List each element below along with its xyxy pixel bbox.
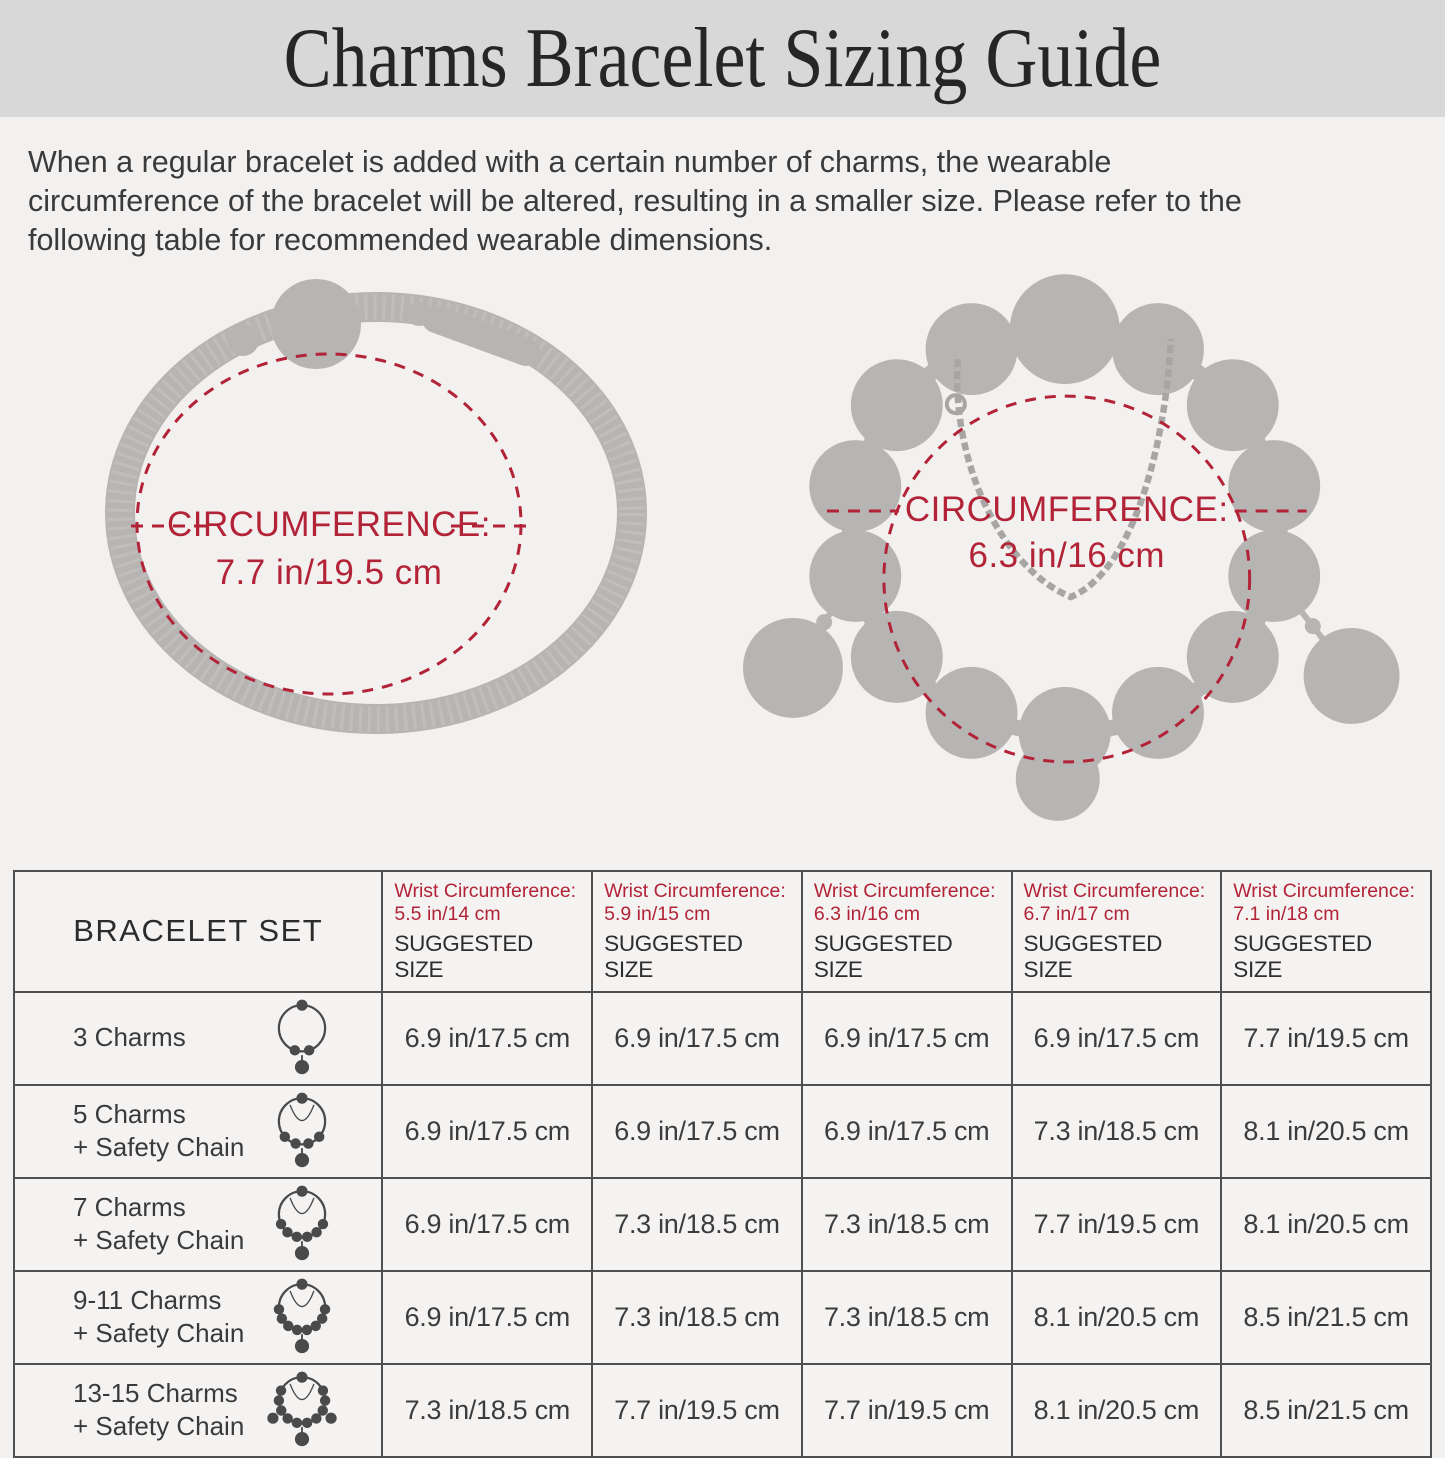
bracelet-set-cell: [14, 1364, 382, 1457]
intro-line: When a regular bracelet is added with a certain number of charms, the wearable: [28, 143, 1417, 182]
suggested-size-label: SUGGESTED SIZE: [1233, 931, 1426, 983]
bracelet-set-header-cell: [14, 871, 382, 992]
suggested-size-label: SUGGESTED SIZE: [1024, 931, 1217, 983]
column-header: [1012, 871, 1222, 992]
illustrations-section: [0, 264, 1445, 856]
suggested-size-value: 6.9 in/17.5 cm: [592, 1085, 802, 1178]
bracelet-set-cell: [14, 1271, 382, 1364]
sizing-table-section: [0, 856, 1445, 1458]
plain-bracelet-illustration: [11, 264, 711, 844]
circumference-label: CIRCUMFERENCE:: [904, 490, 1228, 529]
bracelet-7-charms-safety-chain-icon: [265, 1180, 339, 1268]
suggested-size-value: 7.3 in/18.5 cm: [1012, 1085, 1222, 1178]
row-label: 9-11 Charms + Safety Chain: [73, 1284, 244, 1352]
column-header: [1221, 871, 1431, 992]
suggested-size-value: 8.1 in/20.5 cm: [1012, 1364, 1222, 1457]
page-title: Charms Bracelet Sizing Guide: [284, 10, 1162, 108]
wrist-circumference-value: 7.1 in/18 cm: [1233, 903, 1426, 926]
suggested-size-value: 7.7 in/19.5 cm: [802, 1364, 1012, 1457]
suggested-size-value: 6.9 in/17.5 cm: [382, 1271, 592, 1364]
suggested-size-value: 6.9 in/17.5 cm: [802, 992, 1012, 1085]
bracelet-set-header: BRACELET SET: [16, 913, 380, 949]
table-row: [14, 1364, 1431, 1457]
suggested-size-value: 7.3 in/18.5 cm: [382, 1364, 592, 1457]
table-row: [14, 1085, 1431, 1178]
circumference-value: 7.7 in/19.5 cm: [216, 553, 443, 592]
row-label: 7 Charms + Safety Chain: [73, 1191, 244, 1259]
suggested-size-value: 8.1 in/20.5 cm: [1012, 1271, 1222, 1364]
column-header: [802, 871, 1012, 992]
suggested-size-value: 6.9 in/17.5 cm: [382, 1178, 592, 1271]
row-label: 5 Charms + Safety Chain: [73, 1098, 244, 1166]
table-row: [14, 1178, 1431, 1271]
row-label: 13-15 Charms + Safety Chain: [73, 1377, 244, 1445]
suggested-size-value: 7.3 in/18.5 cm: [592, 1178, 802, 1271]
wrist-circumference-value: 6.7 in/17 cm: [1024, 903, 1217, 926]
suggested-size-label: SUGGESTED SIZE: [394, 931, 587, 983]
intro-line: circumference of the bracelet will be altered, resulting in a smaller size. Please refer to the: [28, 182, 1417, 221]
clasp-crimp: [227, 324, 259, 356]
suggested-size-value: 8.1 in/20.5 cm: [1221, 1178, 1431, 1271]
suggested-size-value: 7.7 in/19.5 cm: [592, 1364, 802, 1457]
sizing-table: [13, 870, 1432, 1458]
wrist-circumference-value: 6.3 in/16 cm: [814, 903, 1007, 926]
bracelet-set-cell: [14, 992, 382, 1085]
wrist-circumference-value: 5.5 in/14 cm: [394, 903, 587, 926]
table-header-row: [14, 871, 1431, 992]
suggested-size-value: 7.3 in/18.5 cm: [802, 1178, 1012, 1271]
bracelet-5-charms-safety-chain-icon: [265, 1087, 339, 1175]
wrist-circumference-label: Wrist Circumference:: [814, 880, 1007, 903]
wrist-circumference-label: Wrist Circumference:: [394, 880, 587, 903]
suggested-size-value: 6.9 in/17.5 cm: [382, 1085, 592, 1178]
intro-line: following table for recommended wearable dimensions.: [28, 221, 1417, 260]
suggested-size-value: 8.5 in/21.5 cm: [1221, 1364, 1431, 1457]
intro-paragraph: [0, 117, 1445, 260]
suggested-size-value: 7.3 in/18.5 cm: [802, 1271, 1012, 1364]
row-label: 3 Charms: [73, 1021, 186, 1055]
wrist-circumference-label: Wrist Circumference:: [604, 880, 797, 903]
suggested-size-label: SUGGESTED SIZE: [604, 931, 797, 983]
bracelet-3-charms-icon: [265, 994, 339, 1082]
suggested-size-value: 6.9 in/17.5 cm: [382, 992, 592, 1085]
wrist-circumference-label: Wrist Circumference:: [1024, 880, 1217, 903]
suggested-size-value: 6.9 in/17.5 cm: [592, 992, 802, 1085]
suggested-size-value: 8.5 in/21.5 cm: [1221, 1271, 1431, 1364]
suggested-size-value: 7.7 in/19.5 cm: [1221, 992, 1431, 1085]
column-header: [382, 871, 592, 992]
table-row: [14, 1271, 1431, 1364]
circumference-value: 6.3 in/16 cm: [968, 536, 1164, 575]
suggested-size-label: SUGGESTED SIZE: [814, 931, 1007, 983]
bracelet-set-cell: [14, 1085, 382, 1178]
suggested-size-value: 6.9 in/17.5 cm: [802, 1085, 1012, 1178]
suggested-size-value: 7.3 in/18.5 cm: [592, 1271, 802, 1364]
bracelet-set-cell: [14, 1178, 382, 1271]
suggested-size-value: 6.9 in/17.5 cm: [1012, 992, 1222, 1085]
table-row: [14, 992, 1431, 1085]
suggested-size-value: 8.1 in/20.5 cm: [1221, 1085, 1431, 1178]
clasp-crimp: [407, 302, 431, 326]
circumference-label: CIRCUMFERENCE:: [167, 505, 491, 544]
wrist-circumference-value: 5.9 in/15 cm: [604, 903, 797, 926]
bracelet-9-11-charms-safety-chain-icon: [265, 1273, 339, 1361]
charm-bracelet-figure: [723, 264, 1445, 856]
charm-bracelet-illustration: [723, 264, 1445, 844]
title-band: [0, 0, 1445, 117]
wrist-circumference-label: Wrist Circumference:: [1233, 880, 1426, 903]
suggested-size-value: 7.7 in/19.5 cm: [1012, 1178, 1222, 1271]
column-header: [592, 871, 802, 992]
plain-bracelet-figure: [0, 264, 723, 856]
bracelet-13-15-charms-safety-chain-icon: [265, 1366, 339, 1454]
